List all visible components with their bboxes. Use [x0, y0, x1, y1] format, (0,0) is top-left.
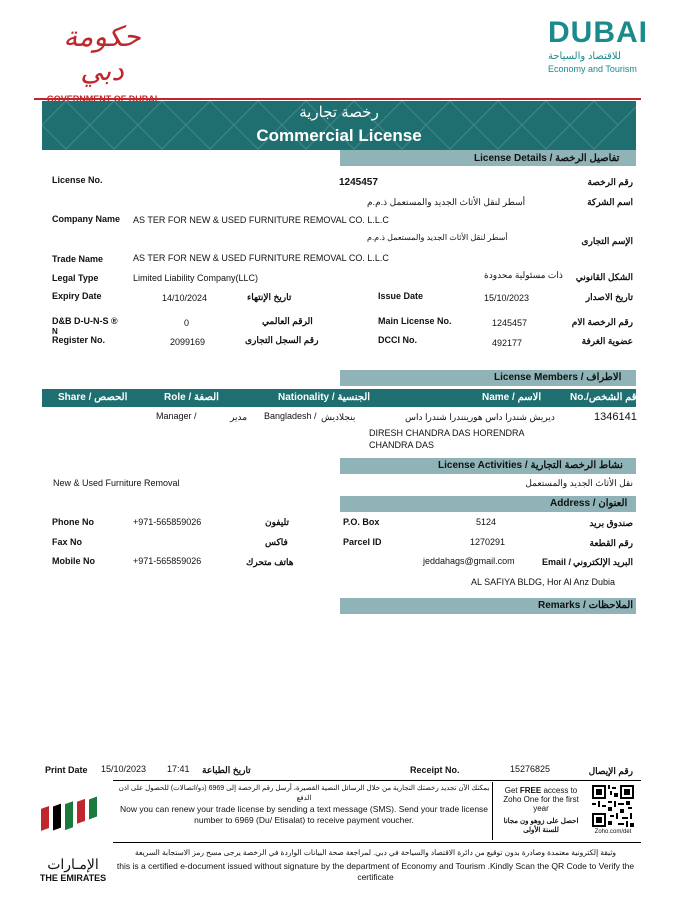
receipt-no-arabic-label: رقم الإيصال — [588, 766, 633, 776]
register-no-label: Register No. — [52, 335, 106, 345]
print-date-arabic-label: تاريخ الطباعة — [202, 765, 251, 775]
zoho-promo-free: FREE — [519, 786, 542, 795]
address-heading: Address / العنوان — [550, 498, 628, 509]
expiry-date-label: Expiry Date — [52, 291, 102, 301]
member-name-arabic: ديريش شندرا داس هورينندرا شندرا داس — [405, 412, 555, 422]
duns-value: 0 — [184, 318, 190, 328]
sms-renewal-english: Now you can renew your trade license by sending a text message (SMS). Send your trade license number to 6969 (Du/ Etisalat) to receive payment voucher. — [119, 804, 489, 825]
col-share: Share / الحصص — [58, 392, 128, 403]
main-license-label: Main License No. — [378, 316, 452, 326]
main-license-arabic-label: رقم الرخصة الام — [571, 317, 633, 327]
license-members-heading: License Members / الاطراف — [494, 372, 622, 383]
po-box-value: 5124 — [476, 517, 497, 527]
issue-date-value: 15/10/2023 — [484, 293, 530, 303]
member-nationality-arabic: بنجلاديش — [321, 412, 356, 422]
register-no-arabic-label: رقم السجل التجارى — [245, 335, 319, 345]
license-no-arabic: رقم الرخصة — [587, 177, 633, 187]
member-name-english-line1: DIRESH CHANDRA DAS HORENDRA — [369, 428, 525, 438]
legal-type-value-arabic: ذات مسئولية محدودة — [484, 270, 563, 280]
phone-arabic-label: تليفون — [265, 517, 290, 527]
print-date-label: Print Date — [45, 765, 88, 775]
expiry-date-arabic-label: تاريخ الإنتهاء — [247, 292, 292, 302]
emirates-stripes-icon — [38, 790, 108, 842]
member-role-arabic: مدير — [230, 412, 248, 422]
duns-arabic-label: الرقم العالمي — [262, 316, 313, 326]
member-role: Manager / — [156, 411, 197, 421]
company-name-value: AS TER FOR NEW & USED FURNITURE REMOVAL CO. L.L.C — [133, 215, 389, 225]
emirates-english: THE EMIRATES — [39, 873, 107, 883]
duns-label: D&B D-U-N-S ® — [52, 316, 118, 326]
legal-type-label: Legal Type — [52, 273, 99, 283]
dubai-economy-tourism-logo — [542, 16, 648, 82]
mobile-label: Mobile No — [52, 556, 95, 566]
zoho-promo — [496, 786, 586, 813]
company-name-arabic-label: اسم الشركة — [587, 197, 633, 207]
footer-divider-lower — [113, 842, 641, 843]
gov-logo-arabic: حكومة دبي — [63, 20, 141, 87]
trade-name-arabic-label: الإسم التجارى — [581, 236, 633, 246]
print-date-value: 15/10/2023 — [101, 764, 147, 774]
phone-label: Phone No — [52, 517, 94, 527]
license-activities-heading: License Activities / نشاط الرخصة التجارية — [438, 460, 623, 471]
zoho-promo-rest: access to Zoho One for the first year — [503, 786, 579, 813]
activity-arabic: نقل الأثاث الجديد والمستعمل — [525, 478, 633, 488]
register-no-value: 2099169 — [170, 337, 206, 347]
legal-type-value: Limited Liability Company(LLC) — [133, 273, 259, 283]
mobile-arabic-label: هاتف متحرك — [246, 557, 294, 567]
email-arabic-label: البريد الإلكتروني — [572, 557, 633, 567]
zoho-url[interactable]: Zoho.com/det — [594, 829, 632, 835]
sms-renewal-arabic: يمكنك الآن تجديد رخصتك التجارية من خلال الرسائل النصية القصيرة، أرسل رقم الرخصة إلى 6969 (دو/اتصالات) للحصول على اذن الدفع — [118, 785, 490, 802]
license-no-value: 1245457 — [339, 177, 378, 188]
remarks-heading: Remarks / الملاحظات — [538, 600, 634, 611]
trade-name-label: Trade Name — [52, 254, 104, 264]
zoho-qr-code[interactable] — [592, 785, 634, 827]
emirates-arabic: الإمـارات — [47, 856, 99, 872]
po-box-arabic-label: صندوق بريد — [589, 518, 633, 528]
duns-label-overflow: N — [52, 327, 58, 336]
email-value: jeddahags@gmail.com — [423, 556, 515, 566]
parcel-id-arabic-label: رقم القطعة — [589, 538, 633, 548]
header-divider — [34, 98, 641, 100]
government-of-dubai-logo — [38, 20, 166, 87]
title-banner — [42, 101, 636, 150]
member-nationality: Bangladesh / — [264, 411, 317, 421]
license-no-label: License No. — [52, 175, 103, 185]
dubai-wordmark: DUBAI — [548, 16, 648, 49]
dcci-no-value: 492177 — [492, 338, 523, 348]
parcel-id-value: 1270291 — [470, 537, 506, 547]
license-details-heading: License Details / تفاصيل الرخصة — [474, 153, 620, 164]
address-location: AL SAFIYA BLDG, Hor Al Anz Dubia — [471, 577, 616, 587]
col-no: No./رقم الشخص — [570, 392, 642, 403]
company-name-value-arabic: أسطر لنقل الأثاث الجديد والمستعمل ذ.م.م — [367, 197, 526, 207]
fax-arabic-label: فاكس — [265, 537, 288, 547]
print-time-value: 17:41 — [167, 764, 190, 774]
certificate-note-arabic: وثيقة إلكترونية معتمدة وصادرة بدون توقيع من دائرة الاقتصاد والسياحة في دبي. لمراجعة صحة البيانات الواردة في الرخصة يرجى مسح رمز الاستجابة السريعة — [134, 848, 617, 857]
issue-date-label: Issue Date — [378, 291, 424, 301]
po-box-label: P.O. Box — [343, 517, 380, 527]
qr-code-icon — [592, 785, 634, 827]
activity-english: New & Used Furniture Removal — [53, 478, 180, 488]
dcci-no-arabic-label: عضوية الغرفة — [581, 336, 633, 346]
dcci-no-label: DCCI No. — [378, 335, 417, 345]
trade-name-value-arabic: أسطر لنقل الأثاث الجديد والمستعمل ذ.م.م — [367, 233, 508, 242]
receipt-no-label: Receipt No. — [410, 765, 460, 775]
dubai-logo-arabic: للاقتصاد والسياحة — [548, 51, 621, 62]
expiry-date-value: 14/10/2024 — [162, 293, 208, 303]
issue-date-arabic-label: تاريخ الاصدار — [585, 292, 633, 302]
member-name-english-line2: CHANDRA DAS — [369, 440, 435, 450]
zoho-promo-arabic: احصل على زوهو ون مجانا للسنة الأولى — [503, 818, 579, 834]
main-license-value: 1245457 — [492, 318, 528, 328]
the-emirates-logo — [38, 790, 108, 882]
col-nationality: Nationality / الجنسية — [278, 392, 371, 403]
parcel-id-label: Parcel ID — [343, 537, 382, 547]
members-table-header — [42, 389, 642, 407]
dubai-logo-english: Economy and Tourism — [548, 64, 637, 74]
footer-divider — [113, 780, 641, 781]
col-role: Role / الصفة — [164, 392, 219, 403]
receipt-no-value: 15276825 — [510, 764, 551, 774]
certificate-note-english: this is a certified e-document issued without signature by the department of Economy and Tourism .Kindly Scan the QR Code to Verify the certificate — [116, 861, 635, 882]
phone-value: +971-565859026 — [133, 517, 202, 527]
legal-type-arabic-label: الشكل القانوني — [575, 272, 633, 282]
banner-title-arabic: رخصة تجارية — [299, 104, 379, 121]
col-name: Name / الاسم — [482, 392, 542, 403]
mobile-value: +971-565859026 — [133, 556, 202, 566]
trade-name-value: AS TER FOR NEW & USED FURNITURE REMOVAL CO. L.L.C — [133, 253, 389, 263]
banner-title-english: Commercial License — [256, 126, 422, 145]
company-name-label: Company Name — [52, 214, 121, 224]
member-person-no: 1346141 — [594, 411, 637, 423]
email-label: Email / — [542, 557, 572, 567]
zoho-promo-get: Get — [504, 786, 518, 795]
fax-label: Fax No — [52, 537, 83, 547]
